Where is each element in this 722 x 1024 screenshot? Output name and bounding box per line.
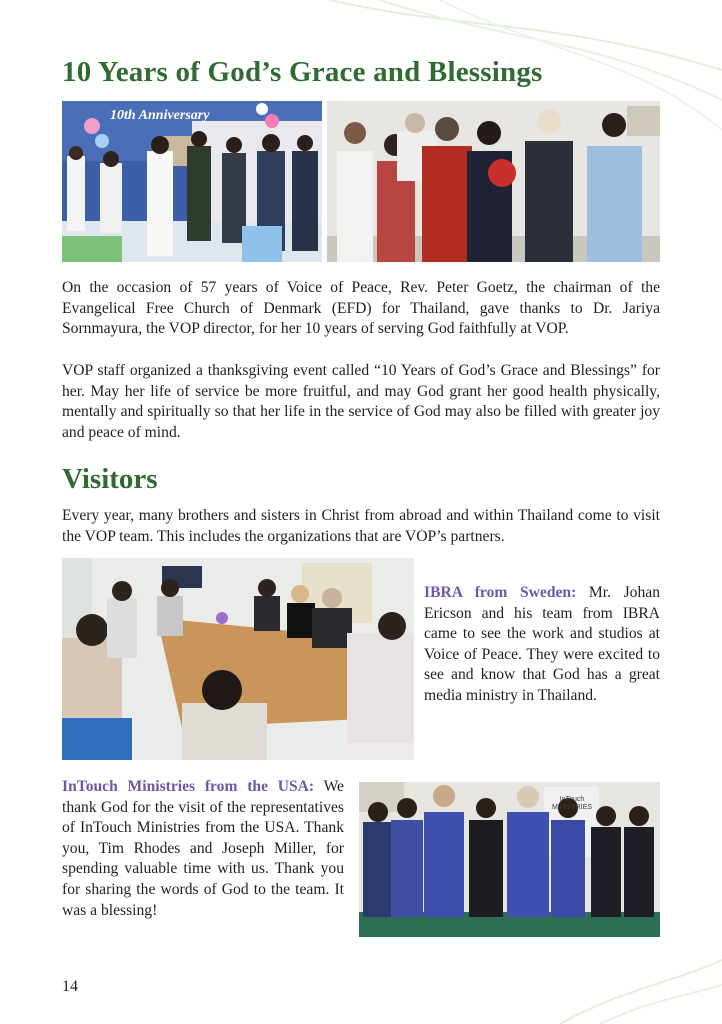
ibra-lead: IBRA from Sweden: — [424, 584, 577, 601]
photo-ibra-meeting — [62, 558, 414, 760]
intouch-banner-text: InTouch MINISTRIES — [551, 796, 593, 811]
paragraph-ibra — [424, 583, 660, 707]
photo-anniversary-ceremony — [62, 101, 322, 262]
intouch-lead: InTouch Ministries from the USA: — [62, 778, 315, 795]
ibra-text: Mr. Johan Ericson and his team from IBRA came to see the work and studios at Voice of Peace. They were excited to see and know that God has a great media ministry in Thailand. — [424, 584, 660, 704]
paragraph-intouch — [62, 777, 344, 921]
photo-group-flowers — [327, 101, 660, 262]
paragraph-anniversary-2: VOP staff organized a thanksgiving event called “10 Years of God’s Grace and Blessings” for her. May her life of service be more fruitful, and may God grant her good health physically, mentally and spiritually so that her life in the service of God may also be filled with greater joy and peace of mind. — [62, 362, 660, 441]
photo-intouch-group — [359, 782, 660, 937]
paragraph-visitors-intro: Every year, many brothers and sisters in Christ from abroad and within Thailand come to visit the VOP team. This includes the organizations that are VOP’s partners. — [62, 507, 660, 545]
section-title-visitors: Visitors — [62, 463, 158, 495]
section-title-anniversary: 10 Years of God’s Grace and Blessings — [62, 56, 543, 88]
intouch-text: We thank God for the visit of the representatives of InTouch Ministries from the USA. Thank you, Tim Rhodes and Joseph Miller, for spending valuable time with us. Thank you for sharing the words of God to the team. It was a blessing! — [62, 778, 344, 919]
paragraph-anniversary-1: On the occasion of 57 years of Voice of Peace, Rev. Peter Goetz, the chairman of the Evangelical Free Church of Denmark (EFD) for Thailand, gave thanks to Dr. Jariya Sornmayura, the VOP director, for her 10 years of serving God faithfully at VOP. — [62, 279, 660, 338]
page-number: 14 — [62, 978, 78, 995]
photo-banner-text: 10th Anniversary — [110, 108, 210, 123]
